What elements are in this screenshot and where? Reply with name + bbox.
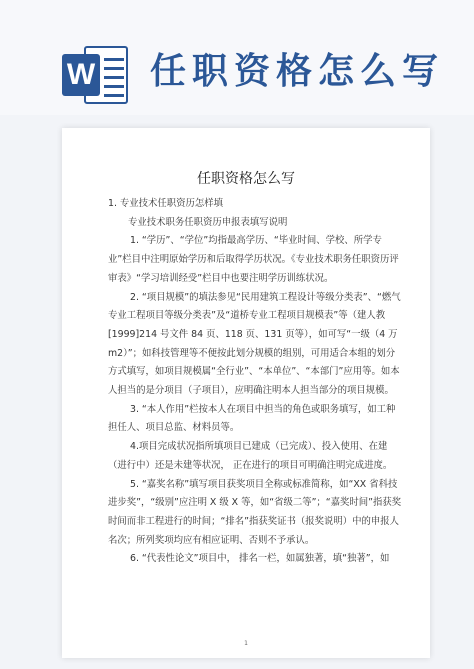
section-heading: 1. 专业技术任职资历怎样填 bbox=[108, 198, 224, 209]
header-banner bbox=[0, 0, 474, 115]
page-number: 1 bbox=[244, 640, 248, 647]
document-page bbox=[62, 128, 430, 658]
paragraph-item: 1. “学历”、“学位”均指最高学历、“毕业时间、学校、所学专业”栏目中注明原始学历和后取得学历状况。《专业技术职务任职资历评审表》“学习培训经受”栏目中也要注明学历训练状况。 bbox=[108, 235, 399, 284]
paragraph-item: 3. “本人作用”栏按本人在项目中担当的角色或职务填写，如工种担任人、项目总监、材料员等。 bbox=[108, 403, 396, 434]
paragraph-item: 5. “嘉奖名称”填写项目获奖项目全称或标准简称，如“XX 省科技进步奖”，“级别”应注明 X 级 X 等，如“省级二等”；“嘉奖时间”指获奖时间而非工程进行的时间；“排名”指获奖证书（报奖说明）中的申报人名次；所列奖项均应有相应证明、否则不予承认。 bbox=[108, 478, 402, 546]
subsection-heading: 专业技术职务任职资历申报表填写说明 bbox=[128, 216, 288, 228]
word-logo-letter: W bbox=[62, 54, 100, 96]
document-body bbox=[108, 195, 404, 569]
paragraph-item: 4.项目完成状况指所填项目已建成（已完成）、投入使用、在建（进行中）还是未建等状况， 正在进行的项目可明确注明完成进度。 bbox=[108, 441, 393, 471]
document-title: 任职资格怎么写 bbox=[197, 171, 295, 187]
paragraph-item: 2. “项目规模”的填法参见“民用建筑工程设计等级分类表”、“燃气专业工程项目等级分类表”及“道桥专业工程项目规模表”等（建人教[1999]214 号文件 84 页、118 页、131 页等），如可写“一级（4 万 m2）”；如科技管理等不便按此划分规模的组别，可用适合本组的划分方式填写，如项目规模属“全行业”、“本单位”、“本部门”应用等。如本人担当的是分项目（子项目），应明确注明本人担当部分的项目规模。 bbox=[108, 291, 401, 397]
word-document-icon bbox=[62, 44, 130, 106]
banner-title: 任职资格怎么写 bbox=[150, 51, 445, 92]
paragraph-item: 6. “代表性论文”项目中， 排名一栏，如属独著，填“独著”，如 bbox=[130, 553, 390, 565]
